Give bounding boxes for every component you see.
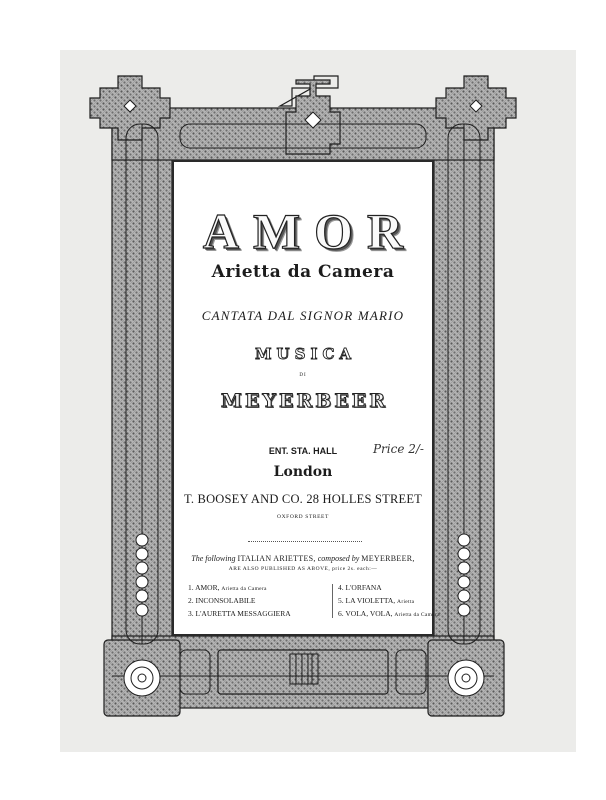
intro-composer: MEYERBEER, bbox=[361, 554, 415, 563]
catalogue-column-left bbox=[188, 582, 322, 621]
list-item: 2. INCONSOLABILE bbox=[188, 596, 256, 605]
title-panel bbox=[172, 160, 440, 636]
intro-italic-1: The following bbox=[191, 554, 236, 563]
list-item: 4. L'ORFANA bbox=[338, 583, 382, 592]
catalogue-intro bbox=[174, 554, 432, 563]
list-item: 5. LA VIOLETTA, Arietta bbox=[338, 596, 415, 605]
catalogue-column-right bbox=[338, 582, 448, 621]
title: AMOR bbox=[202, 203, 418, 259]
intro-italic-2: composed by bbox=[317, 554, 360, 563]
street-line: OXFORD STREET bbox=[277, 514, 329, 520]
sung-by-line: CANTATA DAL SIGNOR MARIO bbox=[201, 308, 405, 323]
subtitle: Arietta da Camera bbox=[211, 262, 395, 282]
intro-plain: ITALIAN ARIETTES, bbox=[237, 554, 316, 563]
city-label: London bbox=[273, 464, 333, 480]
divider bbox=[248, 541, 362, 542]
registration-line: ENT. STA. HALL bbox=[268, 446, 338, 456]
list-item: 3. L'AURETTA MESSAGGIERA bbox=[188, 609, 291, 618]
musica-label: MUSICA bbox=[254, 345, 357, 363]
catalogue-intro-line2: ARE ALSO PUBLISHED AS ABOVE, price 2s. each:— bbox=[228, 566, 378, 572]
composer-name: MEYERBEER bbox=[220, 390, 389, 412]
di-label: DI bbox=[299, 373, 307, 378]
price-note: Price 2/- bbox=[372, 442, 424, 456]
publisher-line: T. BOOSEY AND CO. 28 HOLLES STREET bbox=[183, 492, 423, 506]
list-item: 6. VOLA, VOLA, Arietta da Camera bbox=[338, 609, 440, 618]
list-item: 1. AMOR, Arietta da Camera bbox=[188, 583, 267, 592]
column-divider bbox=[332, 584, 333, 618]
